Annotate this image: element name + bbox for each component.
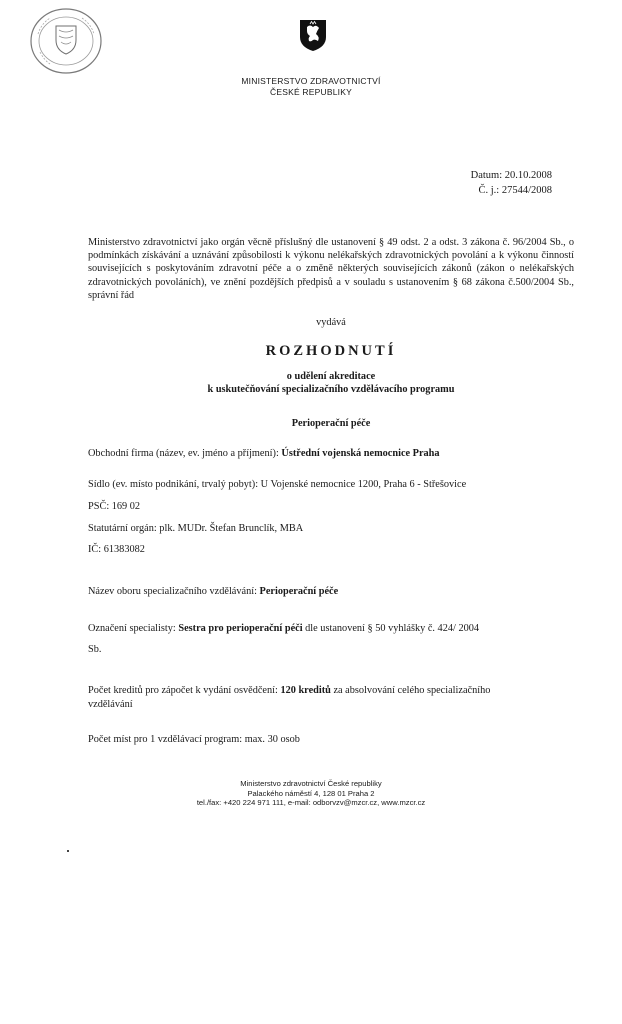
official-stamp [28,6,104,81]
intro-paragraph: Ministerstvo zdravotnictví jako orgán věcně příslušný dle ustanovení § 49 odst. 2 a odst. 3 zákona č. 96/2004 Sb., o podmínkách získávání a uznávání způsobilosti k výkonu nelékařských zdravotnických povolání a k výkonu činností souvisejících s poskytováním zdravotní péče a o změně některých souvisejících zákonů (zákon o nelékařských zdravotnických povoláních), ve znění pozdějších předpisů a v souladu s ustanovením § 68 zákona č.500/2004 Sb., správní řád [88,237,574,301]
program-name: Perioperační péče [291,418,371,429]
decision-subtitle [88,370,574,396]
specialist-label: Označení specialisty: [88,623,179,634]
document-reference: Č. j.: 27544/2008 [478,185,552,196]
field-value: Perioperační péče [259,586,339,597]
credits-rest: za absolvování celého specializačního [330,685,491,696]
firm-line [88,447,588,460]
seat-label: Sídlo (ev. místo podnikání, trvalý pobyt): [88,479,261,490]
seat-value: U Vojenské nemocnice 1200, Praha 6 - Střešovice [260,479,467,490]
ministry-header [0,76,622,98]
document-date: Datum: 20.10.2008 [470,170,552,181]
field-label: Název oboru specializačního vzdělávání: [88,586,260,597]
ministry-line-2: ČESKÉ REPUBLIKY [270,87,352,97]
decision-title: ROZHODNUTÍ [265,343,397,359]
ministry-line-1: MINISTERSTVO ZDRAVOTNICTVÍ [241,76,381,86]
field-line [88,585,588,598]
issues-text: vydává [316,317,346,328]
seat-line [88,478,588,491]
scan-speck [67,850,69,852]
footer [0,779,622,808]
credits-tail: vzdělávání [88,699,133,710]
document-meta [471,168,552,198]
footer-line-1: Ministerstvo zdravotnictví České republiky [240,779,382,788]
decision-subtitle-2: k uskutečňování specializačního vzdělávacího programu [207,384,455,395]
places-line: Počet míst pro 1 vzdělávací program: max. 30 osob [88,734,300,745]
specialist-value: Sestra pro perioperační péči [178,623,303,634]
credits-label: Počet kreditů pro zápočet k vydání osvědčení: [88,685,281,696]
firm-label: Obchodní firma (název, ev. jméno a příjmení): [88,448,282,459]
specialist-line [88,622,574,635]
statutory-line: Statutární orgán: plk. MUDr. Štefan Brunclík, MBA [88,523,304,534]
specialist-rest: dle ustanovení § 50 vyhlášky č. 424/ 2004 [302,623,480,634]
firm-value: Ústřední vojenská nemocnice Praha [281,448,440,459]
ic-line: IČ: 61383082 [88,544,145,555]
coat-of-arms [299,19,327,57]
psc-line: PSČ: 169 02 [88,501,141,512]
footer-line-3: tel./fax: +420 224 971 111, e-mail: odborvzv@mzcr.cz, www.mzcr.cz [196,798,426,807]
specialist-tail: Sb. [88,644,102,655]
decision-subtitle-1: o udělení akreditace [286,371,376,382]
footer-line-2: Palackého náměstí 4, 128 01 Praha 2 [247,788,375,798]
credits-line [88,684,598,697]
credits-value: 120 kreditů [280,685,331,696]
